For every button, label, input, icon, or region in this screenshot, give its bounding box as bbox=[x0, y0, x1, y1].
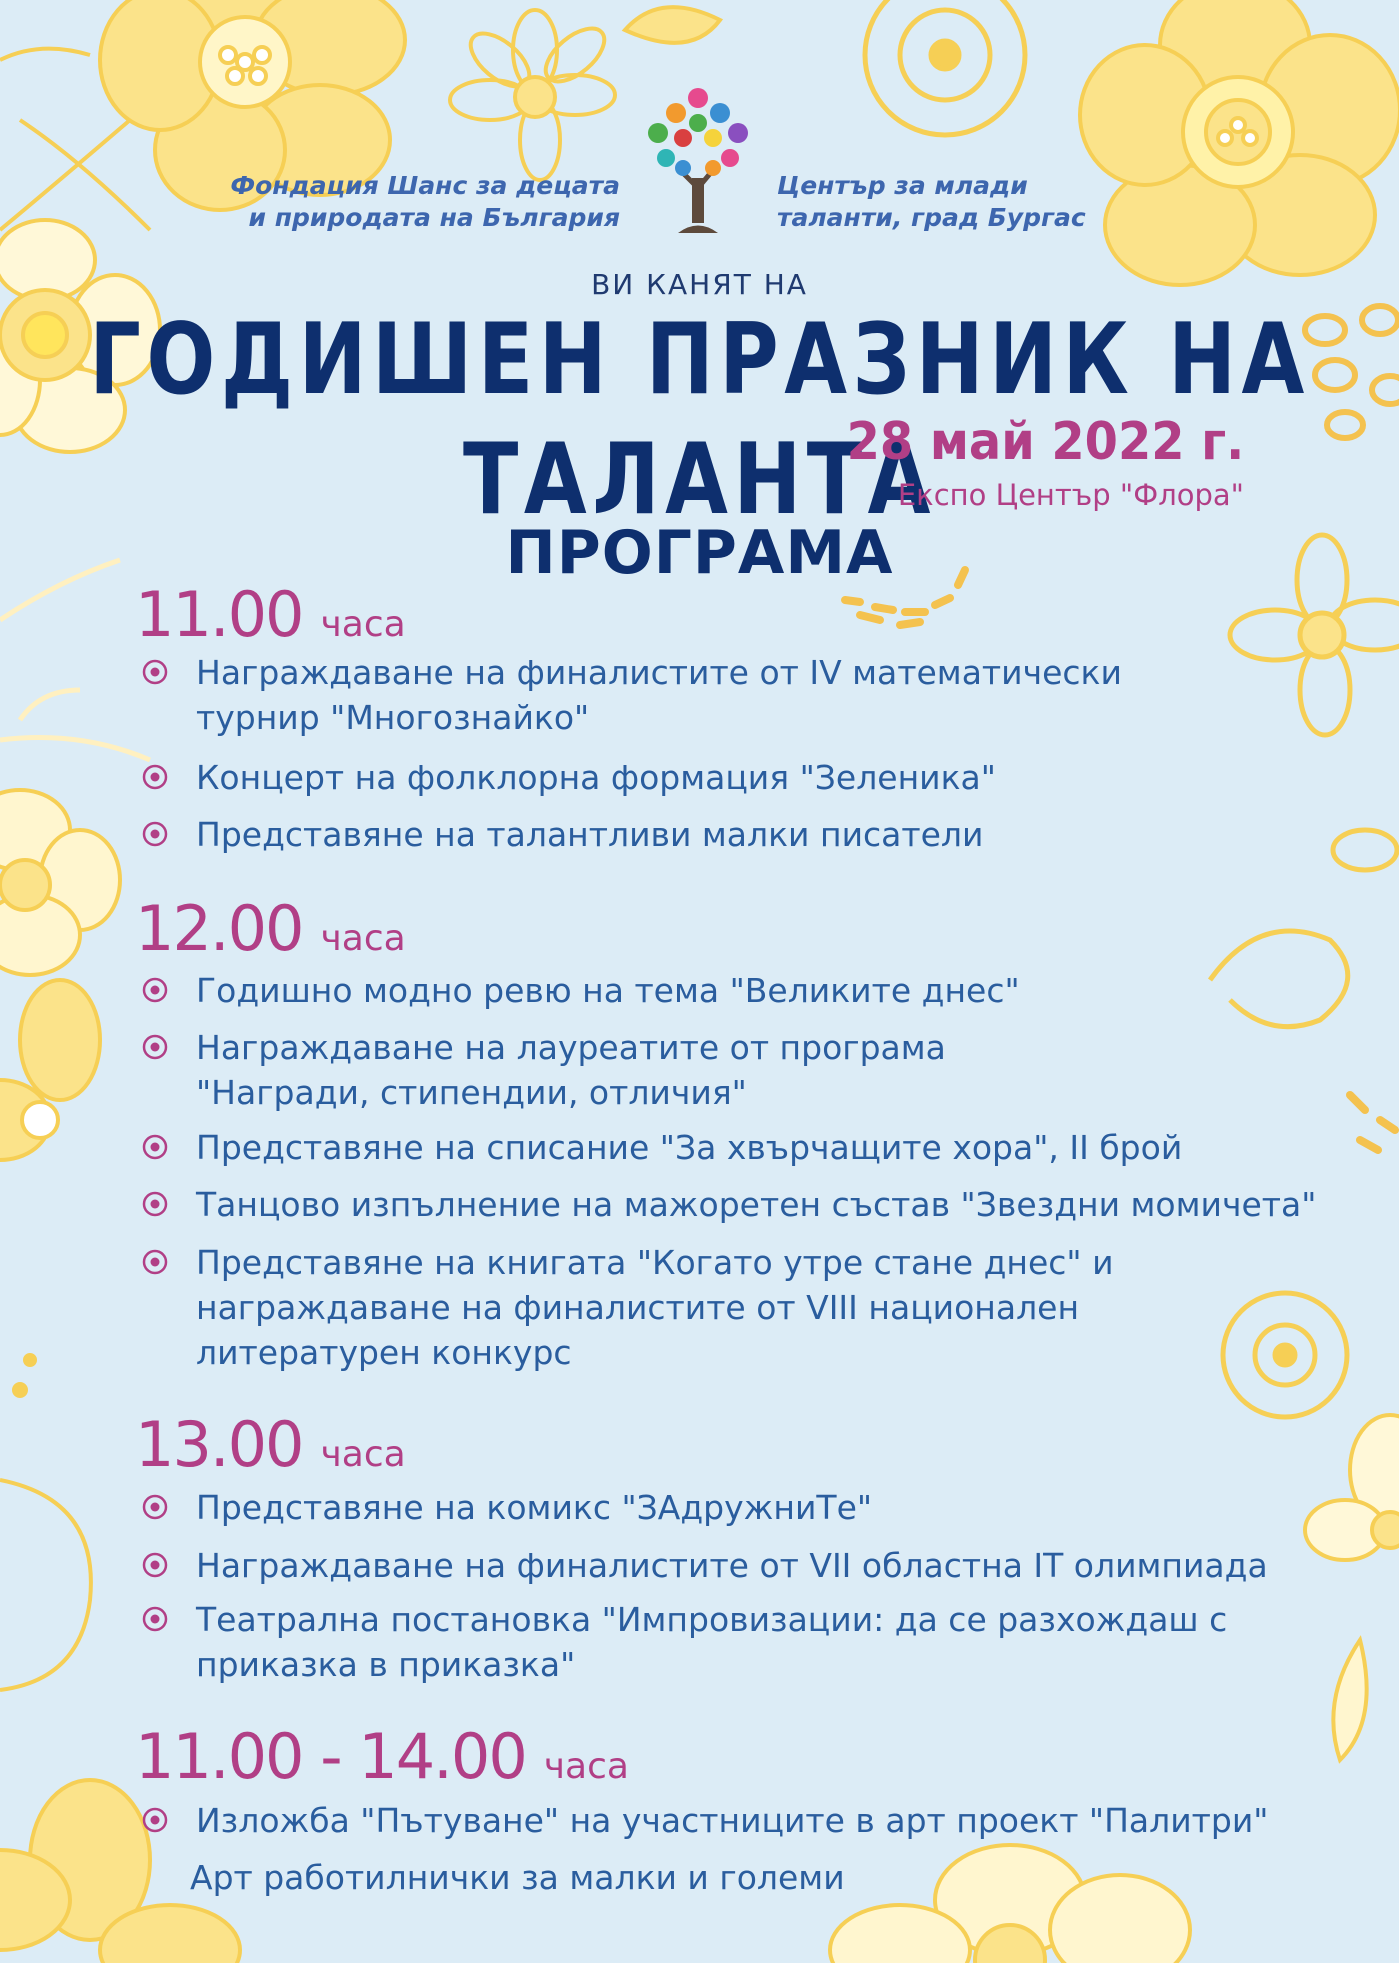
program-item-text bbox=[196, 1125, 1372, 1170]
target-circle-icon bbox=[142, 1034, 168, 1060]
time-slot-value: 12.00 bbox=[135, 892, 303, 965]
handprint-tree-logo bbox=[638, 78, 758, 238]
program-item-line: Представяне на списание "За хвърчащите хора", II брой bbox=[196, 1128, 1183, 1167]
program-item-line: Концерт на фолклорна формация "Зеленика" bbox=[196, 758, 996, 797]
target-circle-icon bbox=[142, 1807, 168, 1833]
program-item-text bbox=[196, 812, 1372, 857]
time-slot-value: 11.00 - 14.00 bbox=[135, 1720, 526, 1793]
time-slot-value: 13.00 bbox=[135, 1408, 303, 1481]
target-circle-icon bbox=[142, 1249, 168, 1275]
program-item-line: приказка в приказка" bbox=[196, 1645, 576, 1684]
program-item-text bbox=[196, 1485, 1372, 1530]
program-item bbox=[142, 1485, 1372, 1530]
time-slot-unit: часа bbox=[543, 1746, 629, 1787]
invite-text: ВИ КАНЯТ НА bbox=[591, 268, 808, 301]
program-item-text bbox=[196, 650, 1372, 740]
program-item bbox=[142, 1240, 1372, 1375]
program-item-line: Театрална постановка "Импровизации: да се разхождаш с bbox=[196, 1600, 1228, 1639]
program-extra-line: Арт работилнички за малки и големи bbox=[190, 1858, 845, 1897]
flower-left-lower-icon bbox=[0, 980, 100, 1160]
target-circle-icon bbox=[142, 764, 168, 790]
program-item-line: Награждаване на финалистите от IV математически bbox=[196, 653, 1122, 692]
program-item-text bbox=[196, 968, 1372, 1013]
event-venue: Експо Център "Флора" bbox=[897, 478, 1244, 512]
program-item bbox=[142, 1025, 1372, 1115]
organizer-left-line-2: и природата на България bbox=[248, 203, 620, 232]
time-slot-unit: часа bbox=[320, 1434, 406, 1475]
program-item-text bbox=[196, 1182, 1372, 1227]
target-circle-icon bbox=[142, 1191, 168, 1217]
time-slot-value: 11.00 bbox=[135, 578, 303, 651]
program-item bbox=[142, 1597, 1372, 1687]
event-date: 28 май 2022 г. bbox=[846, 412, 1244, 472]
program-item-line: Представяне на талантливи малки писатели bbox=[196, 815, 984, 854]
flower-left-mid-icon bbox=[0, 790, 120, 975]
program-item-line: Награждаване на финалистите от VII областна IT олимпиада bbox=[196, 1546, 1268, 1585]
time-slot-heading bbox=[135, 1408, 406, 1481]
organizer-right bbox=[777, 170, 1177, 234]
program-item bbox=[142, 968, 1372, 1013]
flower-bottom-right-icon bbox=[830, 1845, 1190, 1963]
program-item bbox=[142, 650, 1372, 740]
program-item-line: Танцово изпълнение на мажоретен състав "Звездни момичета" bbox=[196, 1185, 1317, 1224]
circle-ornament-top-icon bbox=[865, 0, 1025, 135]
program-item-line: литературен конкурс bbox=[196, 1333, 572, 1372]
time-slot-heading bbox=[135, 1720, 629, 1793]
program-heading: ПРОГРАМА bbox=[505, 518, 894, 588]
program-item bbox=[142, 1125, 1372, 1170]
program-item-line: Представяне на комикс "ЗАдружниТе" bbox=[196, 1488, 873, 1527]
branch-left-icon bbox=[0, 560, 150, 760]
flower-top-right-icon bbox=[1080, 0, 1399, 285]
program-item-text bbox=[196, 1240, 1372, 1375]
time-slot-unit: часа bbox=[320, 918, 406, 959]
time-slot-unit: часа bbox=[320, 604, 406, 645]
daisy-top-center-icon bbox=[450, 10, 615, 180]
program-item bbox=[142, 1798, 1372, 1843]
target-circle-icon bbox=[142, 1606, 168, 1632]
target-circle-icon bbox=[142, 1494, 168, 1520]
organizer-left-line-1: Фондация Шанс за децата bbox=[230, 171, 620, 200]
target-circle-icon bbox=[142, 977, 168, 1003]
event-title: ГОДИШЕН ПРАЗНИК НА ТАЛАНТА bbox=[89, 303, 1310, 537]
organizer-right-line-1: Център за млади bbox=[777, 171, 1028, 200]
organizer-left bbox=[160, 170, 620, 234]
program-item-line: Награждаване на лауреатите от програма bbox=[196, 1028, 946, 1067]
program-item-text bbox=[196, 755, 1372, 800]
target-circle-icon bbox=[142, 659, 168, 685]
program-item-line: турнир "Многознайко" bbox=[196, 698, 590, 737]
program-item-text bbox=[196, 1543, 1372, 1588]
program-item-line: Годишно модно ревю на тема "Великите днес" bbox=[196, 971, 1020, 1010]
swirl-left-icon bbox=[0, 1355, 91, 1690]
program-item-line: награждаване на финалистите от VIII национален bbox=[196, 1288, 1080, 1327]
target-circle-icon bbox=[142, 1134, 168, 1160]
program-item bbox=[142, 812, 1372, 857]
program-item-line: "Награди, стипендии, отличия" bbox=[196, 1073, 747, 1112]
program-item-line: Изложба "Пътуване" на участниците в арт проект "Палитри" bbox=[196, 1801, 1269, 1840]
program-item-text bbox=[196, 1798, 1372, 1843]
program-item bbox=[142, 1182, 1372, 1227]
leaf-top-icon bbox=[625, 7, 720, 43]
target-circle-icon bbox=[142, 1552, 168, 1578]
target-circle-icon bbox=[142, 821, 168, 847]
program-item-text bbox=[196, 1025, 1372, 1115]
program-item bbox=[142, 755, 1372, 800]
program-item-text bbox=[196, 1597, 1372, 1687]
time-slot-heading bbox=[135, 578, 406, 651]
program-item bbox=[142, 1543, 1372, 1588]
program-item-line: Представяне на книгата "Когато утре стане днес" и bbox=[196, 1243, 1114, 1282]
time-slot-heading bbox=[135, 892, 406, 965]
organizer-right-line-2: таланти, град Бургас bbox=[777, 203, 1086, 232]
